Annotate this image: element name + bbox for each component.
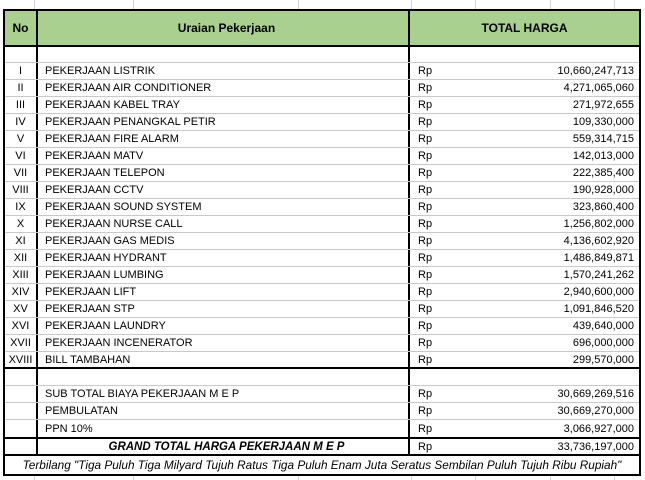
- currency-label: Rp: [418, 167, 433, 179]
- row-amount: 4,136,602,920: [563, 235, 634, 247]
- table-row: [5, 352, 639, 369]
- table-row: [5, 284, 639, 301]
- gridline: [550, 476, 551, 480]
- row-description: PEKERJAAN PENANGKAL PETIR: [38, 114, 410, 130]
- table-row: [5, 165, 639, 182]
- summary-row: [5, 403, 639, 420]
- currency-label: Rp: [418, 116, 433, 128]
- currency-label: Rp: [418, 303, 433, 315]
- gridline: [298, 476, 299, 480]
- currency-label: Rp: [418, 405, 433, 417]
- table-row: [5, 80, 639, 97]
- row-description: PEKERJAAN TELEPON: [38, 165, 410, 181]
- table-row: [5, 182, 639, 199]
- table-row: [5, 318, 639, 335]
- summary-amount: 30,669,270,000: [557, 405, 634, 417]
- currency-label: Rp: [418, 252, 433, 264]
- spacer-row: [5, 47, 639, 63]
- row-amount: 10,660,247,713: [557, 65, 634, 77]
- summary-row: [5, 420, 639, 437]
- row-description: BILL TAMBAHAN: [38, 352, 410, 367]
- gridline: [475, 0, 476, 9]
- gridline: [34, 0, 35, 9]
- gridline: [298, 0, 299, 9]
- currency-label: Rp: [418, 286, 433, 298]
- row-description: PEKERJAAN NURSE CALL: [38, 216, 410, 232]
- table-row: [5, 233, 639, 250]
- currency-label: Rp: [418, 201, 433, 213]
- row-amount: 299,570,000: [572, 353, 634, 366]
- currency-label: Rp: [418, 388, 433, 400]
- row-amount: 271,972,655: [572, 99, 634, 111]
- table-row: [5, 199, 639, 216]
- row-number: XVI: [5, 318, 38, 334]
- summary-label: SUB TOTAL BIAYA PEKERJAAN M E P: [38, 386, 410, 402]
- row-number: II: [5, 80, 38, 96]
- currency-label: Rp: [418, 235, 433, 247]
- row-amount: 439,640,000: [572, 320, 634, 332]
- row-number: [5, 420, 38, 437]
- grand-total-row: [5, 437, 639, 456]
- summary-amount: 3,066,927,000: [563, 422, 634, 435]
- row-amount: 2,940,600,000: [563, 286, 634, 298]
- table-row: [5, 250, 639, 267]
- row-description: PEKERJAAN LUMBING: [38, 267, 410, 283]
- row-description: PEKERJAAN LISTRIK: [38, 63, 410, 79]
- gridlines-above-table: [0, 0, 645, 9]
- summary-label: PEMBULATAN: [38, 403, 410, 419]
- row-amount: 109,330,000: [572, 116, 634, 128]
- row-amount: 190,928,000: [572, 184, 634, 196]
- gridline: [475, 476, 476, 480]
- row-number: IV: [5, 114, 38, 130]
- gridline: [411, 476, 412, 480]
- row-amount: 1,570,241,262: [563, 269, 634, 281]
- grand-total-amount: 33,736,197,000: [557, 440, 634, 453]
- summary-row: [5, 386, 639, 403]
- row-description: PEKERJAAN INCENERATOR: [38, 335, 410, 351]
- row-amount: 1,256,802,000: [563, 218, 634, 230]
- currency-label: Rp: [418, 320, 433, 332]
- row-description: PEKERJAAN LAUNDRY: [38, 318, 410, 334]
- row-number: XVII: [5, 335, 38, 351]
- row-number: IX: [5, 199, 38, 215]
- cost-summary-table: [3, 9, 641, 476]
- row-description: PEKERJAAN LIFT: [38, 284, 410, 300]
- currency-label: Rp: [418, 82, 433, 94]
- row-number: III: [5, 97, 38, 113]
- row-number: XI: [5, 233, 38, 249]
- gridline: [133, 0, 134, 9]
- row-description: PEKERJAAN STP: [38, 301, 410, 317]
- row-number: XVIII: [5, 352, 38, 367]
- row-number: V: [5, 131, 38, 147]
- row-number: I: [5, 63, 38, 79]
- row-description: PEKERJAAN GAS MEDIS: [38, 233, 410, 249]
- row-description: PEKERJAAN CCTV: [38, 182, 410, 198]
- data-rows: [5, 63, 639, 369]
- row-number: VI: [5, 148, 38, 164]
- gridlines-below-table: [0, 476, 645, 480]
- table-row: [5, 148, 639, 165]
- currency-label: Rp: [418, 150, 433, 162]
- table-row: [5, 216, 639, 233]
- header-uraian: Uraian Pekerjaan: [38, 11, 410, 45]
- currency-label: Rp: [418, 269, 433, 281]
- row-amount: 4,271,065,060: [563, 82, 634, 94]
- table-row: [5, 335, 639, 352]
- gridline: [411, 0, 412, 9]
- grand-total-label: GRAND TOTAL HARGA PEKERJAAN M E P: [38, 439, 410, 454]
- currency-label: Rp: [418, 353, 433, 366]
- row-number: XIII: [5, 267, 38, 283]
- row-amount: 1,091,846,520: [563, 303, 634, 315]
- gridline: [614, 0, 615, 9]
- table-row: [5, 63, 639, 80]
- row-description: PEKERJAAN MATV: [38, 148, 410, 164]
- header-no: No: [5, 11, 38, 45]
- row-number: VII: [5, 165, 38, 181]
- gridline: [550, 0, 551, 9]
- currency-label: Rp: [418, 218, 433, 230]
- currency-label: Rp: [418, 65, 433, 77]
- row-amount: 696,000,000: [572, 337, 634, 349]
- gridline: [614, 476, 615, 480]
- row-description: PEKERJAAN FIRE ALARM: [38, 131, 410, 147]
- currency-label: Rp: [418, 422, 433, 435]
- table-header-row: [5, 9, 639, 47]
- currency-label: Rp: [418, 440, 433, 453]
- row-description: PEKERJAAN HYDRANT: [38, 250, 410, 266]
- currency-label: Rp: [418, 133, 433, 145]
- summary-rows: [5, 386, 639, 437]
- table-row: [5, 301, 639, 318]
- table-row: [5, 267, 639, 284]
- terbilang-row: Terbilang "Tiga Puluh Tiga Milyard Tujuh Ratus Tiga Puluh Enam Juta Seratus Sembilan Puluh Tujuh Ribu Rupiah": [5, 456, 639, 476]
- currency-label: Rp: [418, 99, 433, 111]
- spacer-row: [5, 369, 639, 386]
- summary-amount: 30,669,269,516: [557, 388, 634, 400]
- row-number: XII: [5, 250, 38, 266]
- row-number: VIII: [5, 182, 38, 198]
- row-description: PEKERJAAN AIR CONDITIONER: [38, 80, 410, 96]
- header-total-harga: TOTAL HARGA: [481, 21, 568, 35]
- row-amount: 559,314,715: [572, 133, 634, 145]
- row-number: [5, 386, 38, 402]
- gridline: [133, 476, 134, 480]
- row-number: XV: [5, 301, 38, 317]
- row-number: X: [5, 216, 38, 232]
- summary-label: PPN 10%: [38, 420, 410, 437]
- table-row: [5, 97, 639, 114]
- row-amount: 142,013,000: [572, 150, 634, 162]
- table-row: [5, 131, 639, 148]
- row-amount: 323,860,400: [572, 201, 634, 213]
- gridline: [34, 476, 35, 480]
- currency-label: Rp: [418, 184, 433, 196]
- row-description: PEKERJAAN SOUND SYSTEM: [38, 199, 410, 215]
- currency-label: Rp: [418, 337, 433, 349]
- row-description: PEKERJAAN KABEL TRAY: [38, 97, 410, 113]
- row-amount: 1,486,849,871: [563, 252, 634, 264]
- table-row: [5, 114, 639, 131]
- row-number: XIV: [5, 284, 38, 300]
- row-amount: 222,385,400: [572, 167, 634, 179]
- row-number: [5, 403, 38, 419]
